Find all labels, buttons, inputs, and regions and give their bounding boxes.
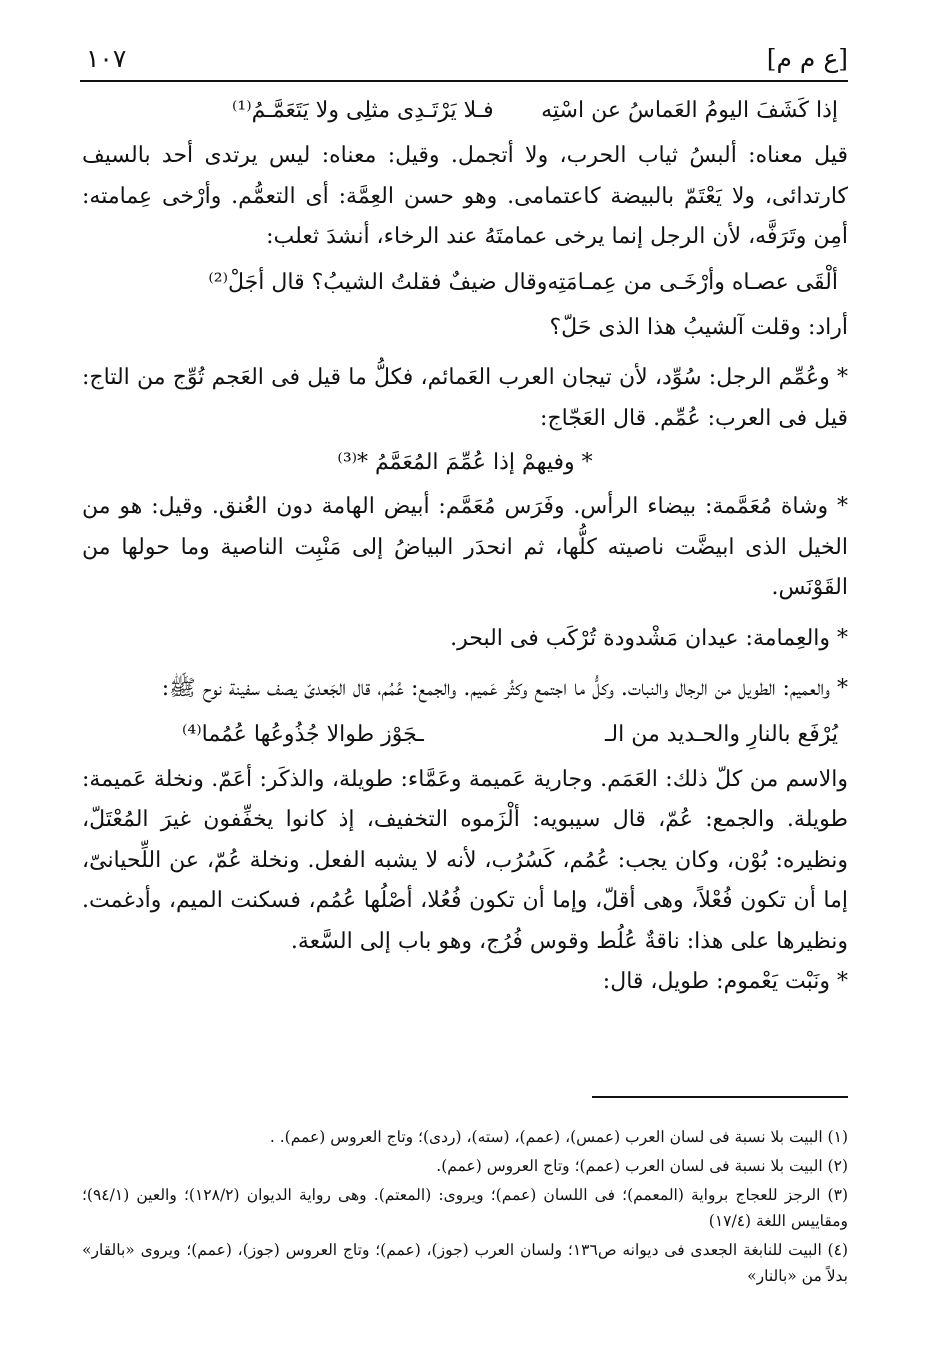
paragraph-7: والاسم من كلّ ذلك: العَمَم. وجارية عَميمة وعَمَّاء: طويلة، والذكَر: أعَمّ. ونخلة عَميمة: طويلة. والجمع: عُمّ، قال سيبويه: ألْزَموه التخفيف، إذ كانوا يخفِّفون غيرَ المُعْتَلّ، ونظيره: بُوْن، وكان يجب: عُمُم، كَسُرُب، لأنه لا يشبه الفعل. ونخلة عُمّ، عن اللِّحيانىّ، إما أن تكون فُعْلاً، وهى أقلّ، وإما أن تكون فُعُلا، أصْلُها عُمُم، فسكنت الميم، وأدغمت. ونظيرها على هذا: ناقةٌ عُلُط وقوس فُرُج، وهو باب إلى السَّعة.: [82, 766, 848, 954]
footnote-3: (٣) الرجز للعجاج برواية (المعمم)؛ فى اللسان (عمم)؛ ويروى: (المعتم). وهى رواية الديوان (١٢٨/٢)؛ والعين (٩٤/١)؛ ومقاييس اللغة (١٧/٤): [82, 1186, 848, 1230]
verse-2-second-hemistich: وقال ضيفٌ فقلتُ الشيبُ؟ قال أجَلْ⁽²⁾: [208, 269, 548, 295]
verse-3-first-hemistich: يُرْفَع بالنارِ والحـديد من الـ: [604, 721, 838, 747]
verse-3: [82, 710, 848, 760]
main-text: [82, 86, 848, 1003]
footnote-2: (٢) البيت بلا نسبة فى لسان العرب (عمم)؛ وتاج العروس (عمم).: [436, 1157, 848, 1175]
verse-3-second-hemistich: ـجَوْز طوالا جُذُوعُها عُمُما⁽⁴⁾: [182, 721, 424, 747]
verse-2-first-hemistich: ألْقَى عصـاه وأرْخَـى من عِمـامَتِه: [547, 269, 838, 295]
paragraph-5: * والعِمامة: عيدان مَشْدودة تُرْكَب فى البحر.: [450, 625, 848, 651]
footnote-1: (١) البيت بلا نسبة فى لسان العرب (عمس)، (عمم)، (سته)، (ردى)؛ وتاج العروس (عمم). .: [269, 1128, 848, 1146]
paragraph-1: قيل معناه: ألبسُ ثياب الحرب، ولا أتجمل. وقيل: معناه: ليس يرتدى أحد بالسيف كارتدائى، ولا يَعْتَمّ بالبيضة كاعتمامى. وهو حسن العِمَّة: أى التعمُّم. وأرْخى عِمامته: أمِن وتَرَفَّه، لأن الرجل إنما يرخى عمامتَهُ عند الرخاء، أنشدَ ثعلب:: [82, 143, 848, 249]
verse-1-second-hemistich: فـلا يَرْتَـدِى مثلِى ولا يَتَعَمَّـمُ⁽¹⁾: [232, 98, 494, 123]
paragraph-3: * وعُمِّم الرجل: سُوِّد، لأن تيجان العرب العَمائم، فكلُّ ما قيل فى العَجم تُوِّج من التاج: قيل فى العرب: عُمِّم. قال العَجّاج:: [82, 365, 848, 431]
footnote-separator: [592, 1096, 848, 1098]
root-heading: [ع م م]: [766, 44, 848, 73]
verse-2: [82, 258, 848, 308]
footnote-4: (٤) البيت للنابغة الجعدى فى ديوانه ص١٣٦؛ ولسان العرب (جوز)، (عمم)؛ وتاج العروس (جوز)، (عمم)؛ ويروى «بالقار» بدلاً من «بالنار»: [82, 1241, 848, 1285]
rajaz-line: * وفيهمْ إذا عُمِّمَ المُعَمَّمُ *⁽³⁾: [337, 450, 593, 475]
paragraph-2: أراد: وقلت آلشيبُ هذا الذى حَلّ؟: [549, 314, 848, 340]
verse-1-first-hemistich: إذا كَشَفَ اليومُ العَماسُ عن اسْتِه: [541, 98, 838, 123]
paragraph-6: * والعميم: الطويل من الرجال والنبات. وكلُّ ما اجتمع وكثُر عَميم. والجمع: عُمُم، قال الجَعدىّ يصف سفينة نوح ﷺ:: [161, 676, 848, 701]
verse-1: [82, 86, 848, 136]
page-number: ١٠٧: [86, 44, 127, 73]
footnotes: [82, 1124, 848, 1292]
paragraph-4: * وشاة مُعَمَّمة: بيضاء الرأس. وفَرَس مُعَمَّم: أبيض الهامة دون العُنق. وقيل: هو من الخيل الذى ابيضَّت ناصيته كلُّها، ثم انحدَر البياضُ إلى مَنْبِت الناصية وما حولها من القَوْنَس.: [82, 494, 848, 600]
running-header: [80, 40, 848, 82]
paragraph-8: * ونَبْت يَعْموم: طويل، قال:: [602, 969, 848, 994]
